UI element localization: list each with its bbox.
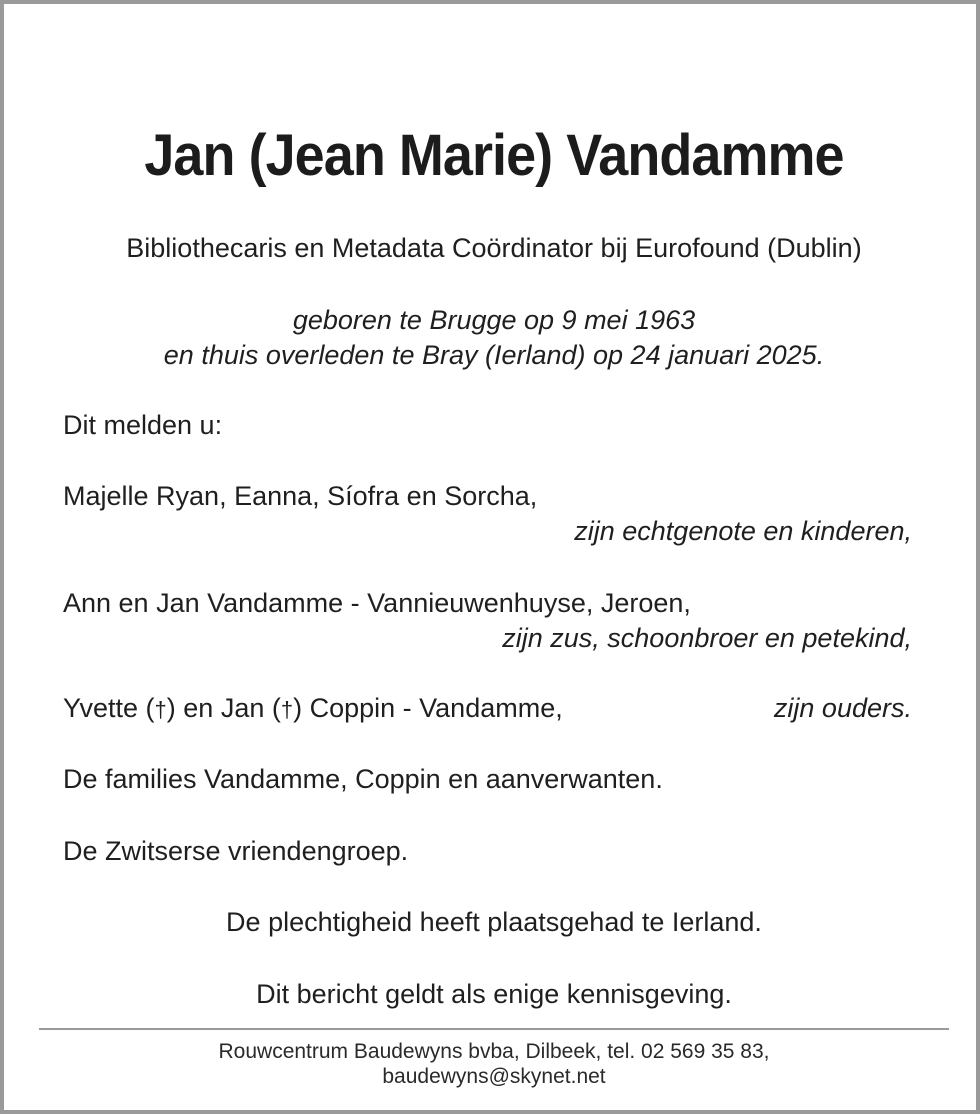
birth-line: geboren te Brugge op 9 mei 1963	[292, 305, 696, 335]
occupation: Bibliothecaris en Metadata Coördinator bij Eurofound (Dublin)	[126, 233, 862, 263]
family-names-2: Ann en Jan Vandamme - Vannieuwenhuyse, Jeroen,	[63, 588, 691, 618]
death-line: en thuis overleden te Bray (Ierland) op 24 januari 2025.	[163, 340, 825, 370]
parents-text-1: Yvette (	[63, 693, 155, 723]
funeral-home-info: Rouwcentrum Baudewyns bvba, Dilbeek, tel. 02 569 35 83,	[218, 1040, 770, 1063]
families-line: De families Vandamme, Coppin en aanverwanten.	[63, 764, 663, 794]
cross-icon: †	[280, 697, 294, 722]
deceased-name: Jan (Jean Marie) Vandamme	[144, 123, 844, 188]
family-relation-2: zijn zus, schoonbroer en petekind,	[502, 623, 912, 653]
ceremony-line: De plechtigheid heeft plaatsgehad te Ierland.	[226, 907, 762, 937]
parents-relation: zijn ouders.	[773, 693, 912, 723]
intro-line: Dit melden u:	[63, 410, 223, 440]
parents-text-2: ) en Jan (	[166, 693, 281, 723]
parents-text-3: ) Coppin - Vandamme,	[293, 693, 563, 723]
friends-line: De Zwitserse vriendengroep.	[63, 836, 409, 866]
family-names-1: Majelle Ryan, Eanna, Síofra en Sorcha,	[63, 481, 538, 511]
only-notice-line: Dit bericht geldt als enige kennisgeving.	[256, 979, 732, 1009]
funeral-home-email: baudewyns@skynet.net	[382, 1065, 606, 1088]
footer-divider	[39, 1028, 949, 1030]
parents-names	[63, 693, 563, 724]
cross-icon: †	[154, 697, 167, 722]
family-relation-1: zijn echtgenote en kinderen,	[574, 516, 912, 546]
